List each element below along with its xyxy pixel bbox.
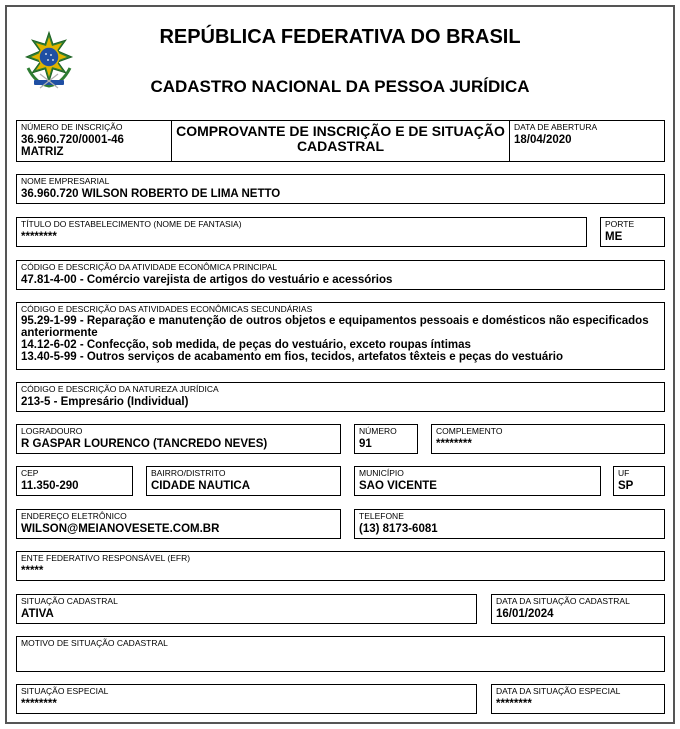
municipio-field xyxy=(354,466,601,496)
telefone-field xyxy=(354,509,665,539)
data-situacao-especial-value: ******** xyxy=(496,698,532,710)
cep-label: CEP xyxy=(21,468,39,478)
email-field xyxy=(16,509,341,539)
telefone-label: TELEFONE xyxy=(359,511,404,521)
nome-fantasia-field xyxy=(16,217,587,247)
data-abertura-field xyxy=(509,120,665,162)
numero-value: 91 xyxy=(359,438,372,450)
nome-fantasia-value: ******** xyxy=(21,231,57,243)
complemento-field xyxy=(431,424,665,454)
atividade-principal-label: CÓDIGO E DESCRIÇÃO DA ATIVIDADE ECONÔMICA PRINCIPAL xyxy=(21,262,278,272)
complemento-label: COMPLEMENTO xyxy=(436,426,503,436)
data-abertura-label: DATA DE ABERTURA xyxy=(514,122,598,132)
document-subtitle: CADASTRO NACIONAL DA PESSOA JURÍDICA xyxy=(150,77,530,96)
atividades-secundarias-list xyxy=(21,315,649,363)
comprovante-title-box xyxy=(171,120,510,162)
natureza-juridica-field xyxy=(16,382,665,412)
uf-label: UF xyxy=(618,468,630,478)
atividade-secundaria-line: 95.29-1-99 - Reparação e manutenção de outros objetos e equipamentos pessoais e domésticos não especificados xyxy=(21,315,649,327)
numero-label: NÚMERO xyxy=(359,426,397,436)
inscricao-label: NÚMERO DE INSCRIÇÃO xyxy=(21,122,123,132)
telefone-value: (13) 8173-6081 xyxy=(359,523,438,535)
situacao-cadastral-label: SITUAÇÃO CADASTRAL xyxy=(21,596,118,606)
bairro-label: BAIRRO/DISTRITO xyxy=(151,468,226,478)
natureza-juridica-value: 213-5 - Empresário (Individual) xyxy=(21,396,189,408)
bairro-value: CIDADE NAUTICA xyxy=(151,480,251,492)
atividades-secundarias-label: CÓDIGO E DESCRIÇÃO DAS ATIVIDADES ECONÔMICAS SECUNDÁRIAS xyxy=(21,304,313,314)
situacao-cadastral-field xyxy=(16,594,477,624)
situacao-especial-value: ******** xyxy=(21,698,57,710)
municipio-label: MUNICÍPIO xyxy=(359,468,404,478)
uf-value: SP xyxy=(618,480,634,492)
porte-label: PORTE xyxy=(605,219,635,229)
atividade-principal-field xyxy=(16,260,665,290)
porte-value: ME xyxy=(605,231,623,243)
data-situacao-especial-label: DATA DA SITUAÇÃO ESPECIAL xyxy=(496,686,621,696)
atividades-secundarias-field xyxy=(16,302,665,370)
document-title: REPÚBLICA FEDERATIVA DO BRASIL xyxy=(159,26,521,48)
situacao-cadastral-value: ATIVA xyxy=(21,608,54,620)
efr-value: ***** xyxy=(21,565,44,577)
cep-field xyxy=(16,466,133,496)
inscricao-field xyxy=(16,120,172,162)
motivo-situacao-field xyxy=(16,636,665,672)
data-situacao-cadastral-value: 16/01/2024 xyxy=(496,608,554,620)
nome-empresarial-value: 36.960.720 WILSON ROBERTO DE LIMA NETTO xyxy=(21,188,281,200)
municipio-value: SAO VICENTE xyxy=(359,480,437,492)
data-situacao-especial-field xyxy=(491,684,665,714)
data-situacao-cadastral-field xyxy=(491,594,665,624)
atividade-secundaria-line: 13.40-5-99 - Outros serviços de acabamento em fios, tecidos, artefatos têxteis e peças do vestuário xyxy=(21,351,563,363)
efr-label: ENTE FEDERATIVO RESPONSÁVEL (EFR) xyxy=(21,553,191,563)
email-label: ENDEREÇO ELETRÔNICO xyxy=(21,511,127,521)
situacao-especial-field xyxy=(16,684,477,714)
data-abertura-value: 18/04/2020 xyxy=(514,134,572,146)
atividade-secundaria-line: 14.12-6-02 - Confecção, sob medida, de peças do vestuário, exceto roupas íntimas xyxy=(21,339,471,351)
comprovante-title-line1: COMPROVANTE DE INSCRIÇÃO E DE SITUAÇÃO xyxy=(176,123,505,139)
efr-field xyxy=(16,551,665,581)
bairro-field xyxy=(146,466,341,496)
motivo-situacao-label: MOTIVO DE SITUAÇÃO CADASTRAL xyxy=(21,638,168,648)
logradouro-value: R GASPAR LOURENCO (TANCREDO NEVES) xyxy=(21,438,268,450)
cep-value: 11.350-290 xyxy=(21,480,79,492)
atividade-secundaria-line: anteriormente xyxy=(21,327,98,339)
natureza-juridica-label: CÓDIGO E DESCRIÇÃO DA NATUREZA JURÍDICA xyxy=(21,384,219,394)
situacao-especial-label: SITUAÇÃO ESPECIAL xyxy=(21,686,109,696)
inscricao-number: 36.960.720/0001-46 xyxy=(21,134,124,146)
email-value: WILSON@MEIANOVESETE.COM.BR xyxy=(21,523,220,535)
uf-field xyxy=(613,466,665,496)
nome-empresarial-label: NOME EMPRESARIAL xyxy=(21,176,110,186)
comprovante-title-line2: CADASTRAL xyxy=(296,138,385,154)
numero-field xyxy=(354,424,418,454)
inscricao-type: MATRIZ xyxy=(21,146,64,158)
logradouro-label: LOGRADOURO xyxy=(21,426,83,436)
complemento-value: ******** xyxy=(436,438,472,450)
atividade-principal-value: 47.81-4-00 - Comércio varejista de artigos do vestuário e acessórios xyxy=(21,274,393,286)
logradouro-field xyxy=(16,424,341,454)
comprovante-title xyxy=(172,124,509,154)
nome-fantasia-label: TÍTULO DO ESTABELECIMENTO (NOME DE FANTASIA) xyxy=(21,219,242,229)
porte-field xyxy=(600,217,665,247)
data-situacao-cadastral-label: DATA DA SITUAÇÃO CADASTRAL xyxy=(496,596,630,606)
nome-empresarial-field xyxy=(16,174,665,204)
